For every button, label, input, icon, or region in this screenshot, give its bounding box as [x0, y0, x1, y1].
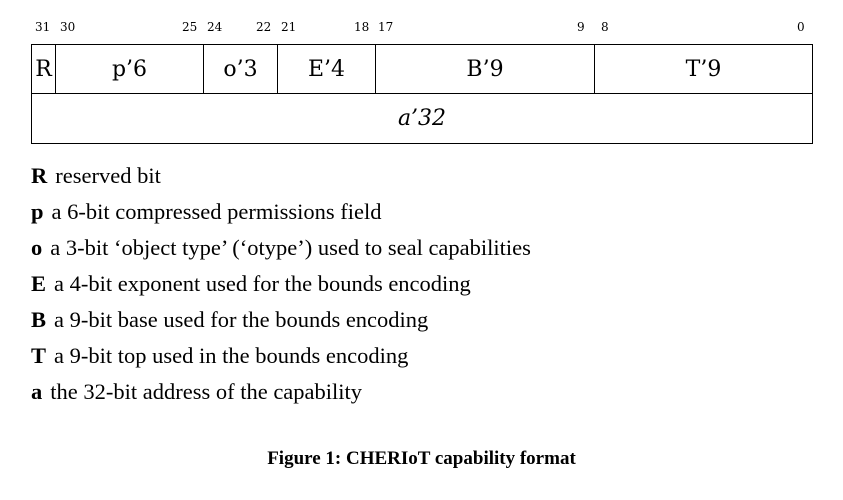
legend-text: a 6-bit compressed permissions field: [51, 199, 382, 224]
field-address: a’32: [397, 106, 447, 131]
legend-item-t: [31, 338, 821, 374]
legend-symbol: o: [31, 235, 43, 260]
field-permissions: p’6: [55, 45, 203, 93]
bit-number-31: 31: [35, 20, 51, 34]
address-row: [31, 93, 813, 144]
legend-symbol: T: [31, 343, 47, 368]
bit-number-30: 30: [60, 20, 76, 34]
bit-number-0: 0: [797, 20, 805, 34]
field-base: B’9: [375, 45, 594, 93]
bit-number-22: 22: [256, 20, 272, 34]
legend-symbol: a: [31, 379, 43, 404]
legend-text: the 32-bit address of the capability: [50, 379, 363, 404]
bit-number-24: 24: [207, 20, 223, 34]
legend-text: a 9-bit base used for the bounds encoding: [54, 307, 429, 332]
legend-item-e: [31, 266, 821, 302]
capability-fields-row: [31, 44, 813, 94]
legend-item-b: [31, 302, 821, 338]
capability-format-diagram: [0, 0, 843, 150]
legend-symbol: E: [31, 271, 47, 296]
legend-item-r: [31, 158, 821, 194]
bit-number-25: 25: [182, 20, 198, 34]
field-reserved: R: [35, 56, 52, 82]
field-exponent: E’4: [277, 45, 375, 93]
legend-symbol: p: [31, 199, 44, 224]
bit-number-17: 17: [378, 20, 394, 34]
legend-symbol: R: [31, 163, 48, 188]
figure-caption: Figure 1: CHERIoT capability format: [267, 448, 576, 469]
field-otype: o’3: [203, 45, 277, 93]
bit-number-21: 21: [281, 20, 297, 34]
bit-number-8: 8: [601, 20, 609, 34]
legend-item-a: [31, 374, 821, 410]
bit-number-18: 18: [354, 20, 370, 34]
legend-item-o: [31, 230, 821, 266]
legend-text: a 4-bit exponent used for the bounds encoding: [54, 271, 471, 296]
field-top: T’9: [594, 45, 812, 93]
legend-text: a 3-bit ‘object type’ (‘otype’) used to seal capabilities: [50, 235, 531, 260]
legend-text: a 9-bit top used in the bounds encoding: [54, 343, 409, 368]
field-legend: [31, 158, 821, 410]
legend-text: reserved bit: [55, 163, 161, 188]
legend-symbol: B: [31, 307, 47, 332]
legend-item-p: [31, 194, 821, 230]
bit-number-9: 9: [577, 20, 585, 34]
